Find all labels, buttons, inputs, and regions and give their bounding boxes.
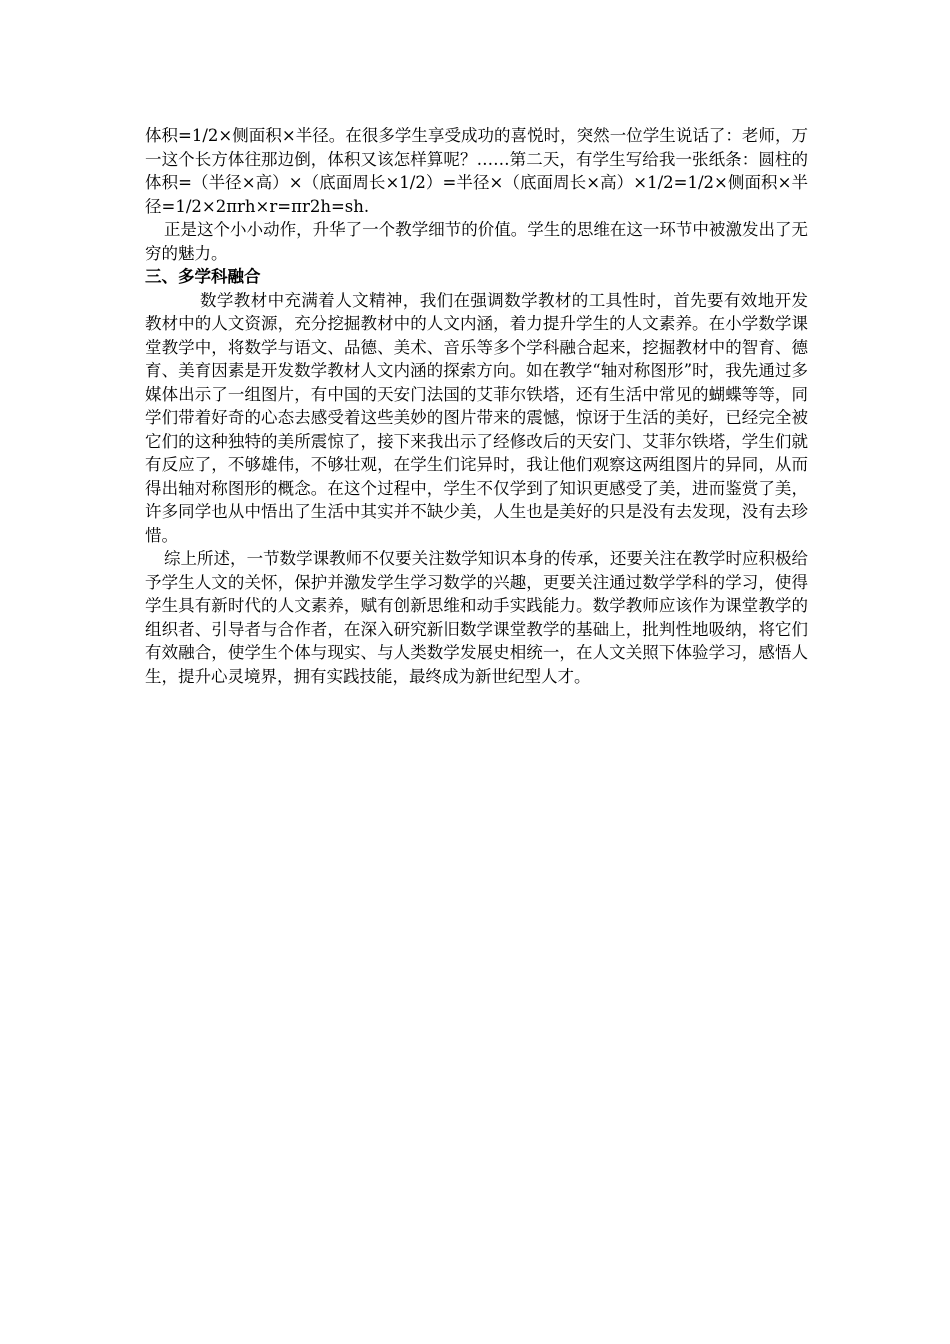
section-heading-multidisciplinary: 三、多学科融合 — [145, 267, 261, 286]
paragraph-humanities-spirit: 数学教材中充满着人文精神，我们在强调数学教材的工具性时，首先要有效地开发教材中的人文资源，充分挖掘教材中的人文内涵，着力提升学生的人文素养。在小学数学课堂教学中，将数学与语文、品德、美术、音乐等多个学科融合起来，挖掘教材中的智育、德育、美育因素是开发数学教材人文内涵的探索方向。如在教学“轴对称图形”时，我先通过多媒体出示了一组图片，有中国的天安门法国的艾菲尔铁塔，还有生活中常见的蝴蝶等等，同学们带着好奇的心态去感受着这些美妙的图片带来的震憾，惊讶于生活的美好，已经完全被它们的这种独特的美所震惊了，接下来我出示了经修改后的天安门、艾菲尔铁塔，学生们就有反应了，不够雄伟，不够壮观，在学生们诧异时，我让他们观察这两组图片的异同，从而得出轴对称图形的概念。在这个过程中，学生不仅学到了知识更感受了美，进而鉴赏了美，许多同学也从中悟出了生活中其实并不缺少美，人生也是美好的只是没有去发现，没有去珍惜。 — [145, 290, 808, 545]
paragraph-volume-derivation: 体积=1/2×侧面积×半径。在很多学生享受成功的喜悦时，突然一位学生说话了：老师，万一这个长方体往那边倒，体积又该怎样算呢？……第二天，有学生写给我一张纸条：圆柱的体积=（半径×高）×（底面周长×1/2）=半径×（底面周长×高）×1/2=1/2×侧面积×半径=1/2×2πrh×r=πr2h=sh. — [145, 126, 808, 216]
paragraph-conclusion: 综上所述，一节数学课教师不仅要关注数学知识本身的传承，还要关注在教学时应积极给予学生人文的关怀，保护并激发学生学习数学的兴趣，更要关注通过数学学科的学习，使得学生具有新时代的人文素养，赋有创新思维和动手实践能力。数学教师应该作为课堂教学的组织者、引导者与合作者，在深入研究新旧数学课堂教学的基础上，批判性地吸纳，将它们有效融合，使学生个体与现实、与人类数学发展史相统一，在人文关照下体验学习，感悟人生，提升心灵境界，拥有实践技能，最终成为新世纪型人才。 — [145, 549, 808, 686]
document-body — [145, 124, 808, 688]
paragraph-small-action: 正是这个小小动作，升华了一个教学细节的价值。学生的思维在这一环节中被激发出了无穷的魅力。 — [145, 220, 808, 263]
